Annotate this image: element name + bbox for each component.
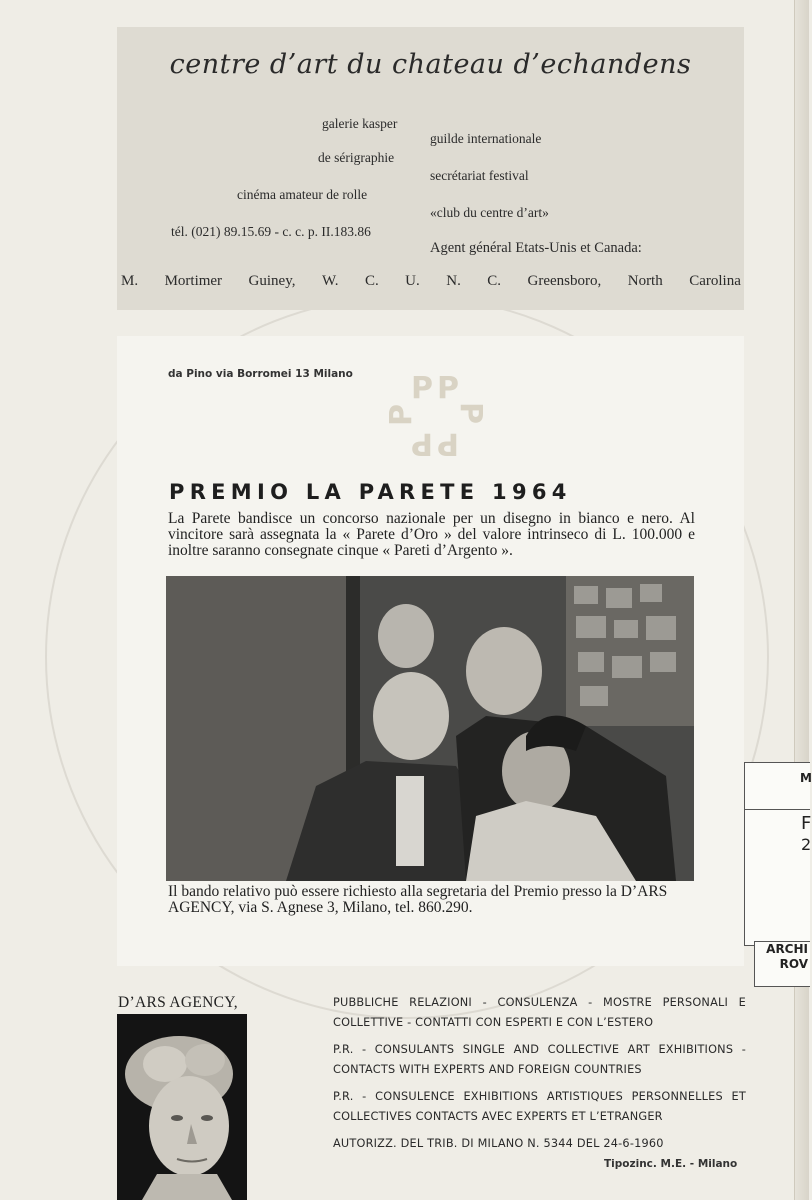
agent-word: North [627,273,663,289]
echandens-advert [117,27,744,310]
logo-glyph: P [453,402,488,424]
agency-services [333,993,746,1161]
group-photo [166,576,694,881]
printer-credit: Tipozinc. M.E. - Milano [604,1158,738,1170]
logo-glyph: P [437,371,459,406]
agent-name-line [121,273,741,290]
agency-name: D’ARS AGENCY, [118,994,238,1011]
premio-title: PREMIO LA PARETE 1964 [169,480,572,504]
archive-label [744,762,810,946]
authorization-line: AUTORIZZ. DEL TRIB. DI MILANO N. 5344 DEL 24-6-1960 [333,1137,664,1150]
line-club: «club du centre d’art» [430,205,549,220]
agent-word: W. [321,273,339,289]
agent-word: C. [364,273,379,289]
archive-tag-line: ARCHI [766,942,808,956]
parete-logo-icon [384,366,488,462]
agent-word: C. [487,273,502,289]
line-secretariat: secrétariat festival [430,168,529,183]
label-digit: 2 [801,835,812,854]
bando-text: Il bando relativo può essere richiesto alla segretaria del Premio presso la D’ARS AGENCY, via S. Agnese 3, Milano, tel. 860.290. [168,883,668,916]
line-cinema: cinéma amateur de rolle [237,187,368,202]
agent-word: Guiney, [248,273,296,289]
services-french: P.R. - CONSULENCE EXHIBITIONS ARTISTIQUES PERSONNELLES ET COLLECTIVES CONTACTS AVEC EXPERTS ET L’ETRANGER [333,1090,746,1123]
premio-description: La Parete bandisce un concorso nazionale per un disegno in bianco e nero. Al vincitore sarà assegnata la « Parete d’Oro » del valore intrinseco di L. 100.000 e inoltre saranno consegnate cinque « Pareti d’Argento ». [168,510,695,559]
agent-word: Mortimer [164,273,223,289]
agent-word: M. [121,273,139,289]
line-galerie: galerie kasper [322,116,398,131]
archive-tag [754,941,810,987]
logo-glyph: P [384,404,419,426]
agent-word: Carolina [689,273,741,289]
line-guilde: guilde internationale [430,131,542,146]
line-serigraphie: de sérigraphie [318,150,395,165]
archive-tag-line: ROV [779,957,808,971]
pino-address: da Pino via Borromei 13 Milano [168,368,353,380]
agent-word: U. [405,273,420,289]
label-rule [745,809,810,810]
services-italian: PUBBLICHE RELAZIONI - CONSULENZA - MOSTRE PERSONALI E COLLETTIVE - CONTATTI CON ESPERTI E CON L’ESTERO [333,996,746,1029]
logo-glyph: P [411,426,433,461]
agent-word: Greensboro, [527,273,602,289]
agent-word: N. [446,273,461,289]
label-letter: F [801,813,812,834]
logo-glyph: P [411,371,433,406]
advert-title: centre d’art du chateau d’echandens [169,49,692,80]
line-telephone: tél. (021) 89.15.69 - c. c. p. II.183.86 [171,224,371,239]
premio-advert [117,336,744,966]
page-edge [794,0,812,1200]
line-agent: Agent général Etats-Unis et Canada: [430,240,642,256]
bust-photo [117,1014,247,1200]
logo-glyph: P [437,426,459,461]
label-letter: M [800,771,812,785]
services-english: P.R. - CONSULANTS SINGLE AND COLLECTIVE ART EXHIBITIONS - CONTACTS WITH EXPERTS AND FOREIGN COUNTRIES [333,1043,746,1076]
